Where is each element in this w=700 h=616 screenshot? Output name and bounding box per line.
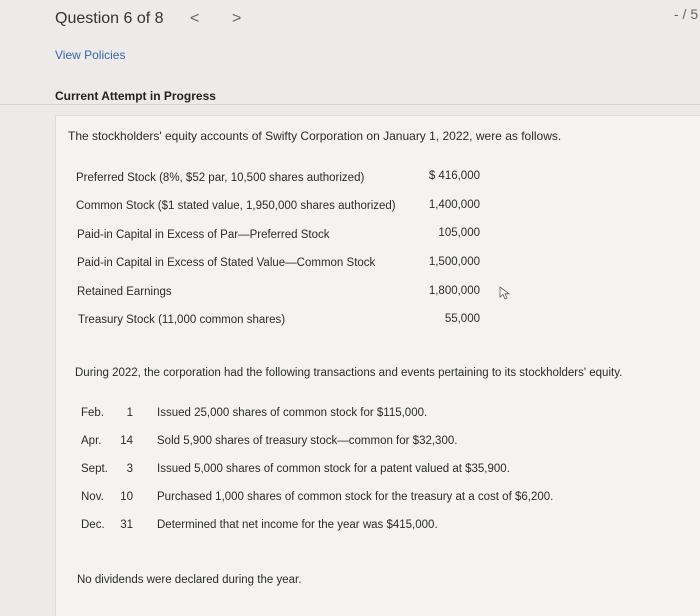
transaction-month: Nov. [81, 491, 104, 503]
transaction-day: 3 [126, 463, 133, 475]
question-score: - / 5 [674, 6, 699, 22]
question-intro: The stockholders' equity accounts of Swifty Corporation on January 1, 2022, were as follows. [68, 129, 562, 143]
transaction-description: Purchased 1,000 shares of common stock for the treasury at a cost of $6,200. [157, 491, 554, 503]
transaction-day: 1 [126, 407, 133, 419]
transaction-day: 31 [120, 519, 133, 531]
transaction-day: 10 [120, 491, 133, 503]
account-value: $ 416,000 [428, 170, 480, 182]
transaction-day: 14 [120, 435, 133, 447]
transaction-description: Sold 5,900 shares of treasury stock—common for $32,300. [157, 435, 458, 447]
transaction-description: Determined that net income for the year was $415,000. [157, 519, 438, 531]
account-value: 1,800,000 [428, 285, 480, 297]
transaction-month: Apr. [81, 435, 102, 447]
transaction-month: Feb. [81, 407, 105, 419]
account-value: 1,500,000 [428, 256, 480, 268]
mouse-pointer-icon [499, 286, 511, 300]
account-value: 55,000 [444, 313, 480, 325]
account-label: Preferred Stock (8%, $52 par, 10,500 shares authorized) [76, 172, 365, 184]
account-label: Paid-in Capital in Excess of Stated Value—Common Stock [77, 257, 376, 269]
transactions-intro: During 2022, the corporation had the following transactions and events pertaining to its stockholders' equity. [75, 367, 623, 379]
account-value: 1,400,000 [428, 199, 480, 211]
previous-question-button[interactable]: < [190, 10, 200, 27]
section-divider [0, 104, 700, 105]
account-label: Common Stock ($1 stated value, 1,950,000 shares authorized) [76, 200, 396, 212]
account-value: 105,000 [438, 227, 480, 239]
transaction-month: Dec. [81, 519, 105, 531]
question-counter: Question 6 of 8 [55, 10, 164, 27]
question-card [55, 115, 700, 616]
account-label: Treasury Stock (11,000 common shares) [78, 314, 286, 326]
transaction-description: Issued 25,000 shares of common stock for $115,000. [157, 407, 428, 419]
transaction-description: Issued 5,000 shares of common stock for a patent valued at $35,900. [157, 463, 510, 475]
no-dividends-note: No dividends were declared during the year. [77, 574, 302, 586]
attempt-status: Current Attempt in Progress [55, 89, 216, 103]
account-label: Retained Earnings [77, 286, 172, 298]
transaction-month: Sept. [81, 463, 108, 475]
view-policies-link[interactable]: View Policies [55, 48, 126, 62]
account-label: Paid-in Capital in Excess of Par—Preferred Stock [77, 229, 330, 241]
next-question-button[interactable]: > [232, 10, 242, 27]
